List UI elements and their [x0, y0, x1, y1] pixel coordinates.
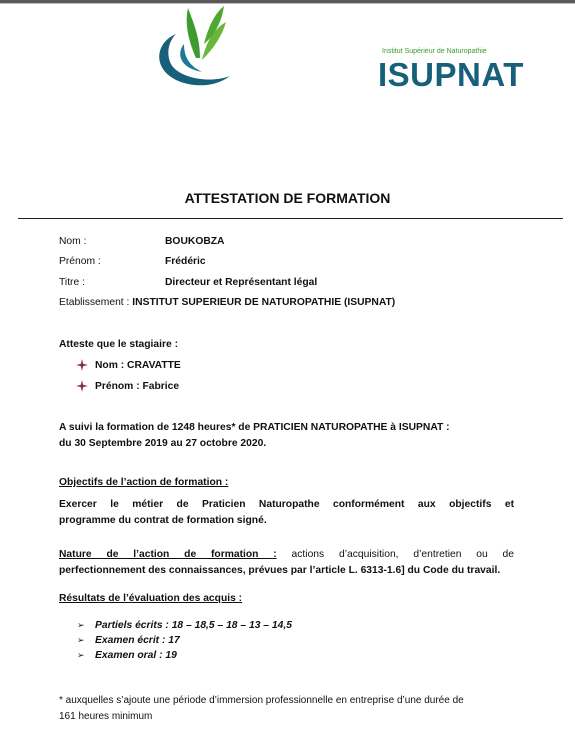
- logo-emblem-icon: [150, 4, 365, 88]
- formation-line-2: du 30 Septembre 2019 au 27 octobre 2020.: [59, 437, 267, 449]
- etablissement-label: Etablissement :: [59, 297, 130, 308]
- arrow-bullet-icon: ➢: [77, 650, 85, 660]
- etablissement-value: INSTITUT SUPERIEUR DE NATUROPATHIE (ISUPNAT): [132, 297, 396, 308]
- arrow-bullet-icon: ➢: [77, 635, 85, 645]
- etablissement-line: [59, 297, 395, 308]
- nom-label: Nom :: [59, 236, 87, 247]
- document-title: ATTESTATION DE FORMATION: [184, 190, 391, 206]
- nature-line-2: perfectionnement des connaissances, prévues par l’article L. 6313-1.6] du Code du travail.: [59, 564, 501, 576]
- nature-line-1-rest: actions d’acquisition, d’entretien ou de: [276, 549, 515, 560]
- prenom-value: Frédéric: [165, 256, 206, 267]
- logo-subtitle: Institut Supérieur de Naturopathie: [382, 48, 487, 55]
- logo-wordmark: ISUPNAT: [378, 56, 524, 93]
- objectifs-line-2: programme du contrat de formation signé.: [59, 514, 267, 526]
- titre-value: Directeur et Représentant légal: [165, 277, 318, 288]
- bullet-compass-icon: [76, 359, 88, 371]
- formation-line-1: A suivi la formation de 1248 heures* de PRATICIEN NATUROPATHE à ISUPNAT :: [59, 422, 450, 433]
- isupnat-logo: [150, 4, 524, 93]
- resultats-heading: Résultats de l’évaluation des acquis :: [59, 593, 243, 604]
- titre-label: Titre :: [59, 277, 85, 288]
- nature-heading: Nature de l’action de formation :: [59, 549, 277, 560]
- arrow-bullet-icon: ➢: [77, 620, 85, 630]
- footnote-line-2: 161 heures minimum: [59, 711, 153, 722]
- formation-block: [59, 420, 514, 451]
- bullet-compass-icon: [76, 380, 88, 392]
- nature-line-1: [59, 547, 514, 563]
- objectifs-line-1: Exercer le métier de Praticien Naturopathe conformément aux objectifs et: [59, 499, 514, 510]
- title-divider: [18, 218, 563, 219]
- stagiaire-nom: Nom : CRAVATTE: [95, 360, 181, 371]
- resultat-item: Examen oral : 19: [95, 650, 177, 661]
- resultat-item: Examen écrit : 17: [95, 635, 180, 646]
- prenom-label: Prénom :: [59, 256, 101, 267]
- stagiaire-intro: Atteste que le stagiaire :: [59, 339, 179, 350]
- resultat-item: Partiels écrits : 18 – 18,5 – 18 – 13 – 14,5: [95, 620, 292, 631]
- nature-block: [59, 547, 514, 578]
- nom-value: BOUKOBZA: [165, 236, 225, 247]
- objectifs-heading: Objectifs de l’action de formation :: [59, 477, 229, 488]
- stagiaire-prenom: Prénom : Fabrice: [95, 381, 180, 392]
- footnote-line-1: * auxquelles s’ajoute une période d’immersion professionnelle en entreprise d’une durée de: [59, 695, 464, 706]
- objectifs-block: [59, 497, 514, 528]
